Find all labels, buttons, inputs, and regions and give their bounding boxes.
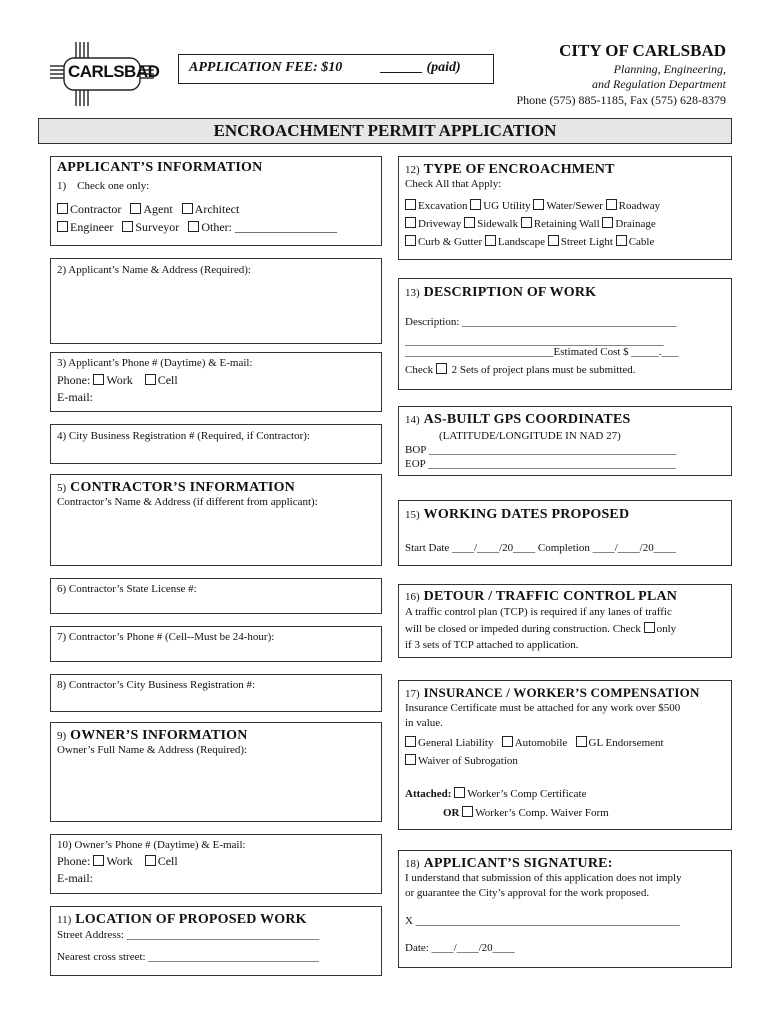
checkbox-icon[interactable]	[182, 203, 193, 214]
checkbox-automobile[interactable]	[502, 737, 568, 749]
option-label: Other: _________________	[201, 220, 337, 234]
checkbox-sidewalk[interactable]	[464, 218, 518, 230]
insurance-text-line-1: Insurance Certificate must be attached for any work over $500	[405, 702, 681, 714]
traffic-control-heading	[405, 587, 677, 605]
working-dates-heading	[405, 505, 629, 523]
checkbox-engineer[interactable]	[57, 220, 113, 234]
checkbox-drainage[interactable]	[602, 218, 655, 230]
checkbox-icon[interactable]	[502, 736, 513, 747]
section-3-applicant-phone-email[interactable]	[50, 352, 382, 412]
or-row	[443, 806, 609, 821]
or-label: OR	[443, 807, 460, 819]
encroachment-row-1	[405, 199, 660, 214]
applicant-type-instruction	[57, 179, 149, 194]
section-12-type-of-encroachment	[398, 156, 732, 260]
start-completion-dates-field[interactable]: Start Date ____/____/20____ Completion ____/____/20____	[405, 542, 676, 554]
signature-field[interactable]: X ________________________________________________	[405, 915, 680, 927]
option-label: Sidewalk	[477, 218, 519, 230]
checkbox-icon[interactable]	[616, 235, 627, 246]
checkbox-icon[interactable]	[188, 221, 199, 232]
applicant-info-heading: APPLICANT’S INFORMATION	[57, 160, 263, 175]
cross-street-field[interactable]: Nearest cross street: _______________________________	[57, 951, 319, 963]
state-license-label: 6) Contractor’s State License #:	[57, 583, 197, 595]
project-plans-check-row	[405, 363, 636, 378]
section-4-business-registration[interactable]	[50, 424, 382, 464]
checkbox-project-plans[interactable]	[436, 363, 447, 374]
eop-field[interactable]: EOP _____________________________________________	[405, 458, 676, 470]
owner-phone-label: 10) Owner’s Phone # (Daytime) & E-mail:	[57, 839, 246, 851]
option-label: Contractor	[70, 202, 122, 216]
check-label: Check	[405, 364, 434, 376]
checkbox-icon[interactable]	[405, 217, 416, 228]
signature-text-line-1: I understand that submission of this application does not imply	[405, 872, 682, 884]
section-7-contractor-phone[interactable]	[50, 626, 382, 662]
checkbox-work[interactable]	[93, 855, 104, 866]
option-label: GL Endorsement	[588, 737, 664, 749]
checkbox-icon[interactable]	[405, 736, 416, 747]
checkbox-general-liability[interactable]	[405, 737, 493, 749]
contractor-phone-label: 7) Contractor’s Phone # (Cell--Must be 24-hour):	[57, 631, 275, 643]
checkbox-agent[interactable]	[130, 202, 172, 216]
checkbox-icon[interactable]	[405, 199, 416, 210]
heading-text: WORKING DATES PROPOSED	[423, 507, 630, 522]
option-label: Automobile	[514, 737, 568, 749]
city-logo	[46, 38, 160, 110]
description-heading	[405, 283, 596, 301]
checkbox-tcp-attached[interactable]	[644, 622, 655, 633]
checkbox-water-sewer[interactable]	[533, 200, 603, 212]
applicant-email-label: E-mail:	[57, 390, 93, 404]
checkbox-icon[interactable]	[57, 203, 68, 214]
checkbox-icon[interactable]	[548, 235, 559, 246]
option-label: Surveyor	[135, 220, 180, 234]
section-11-location	[50, 906, 382, 976]
checkbox-other[interactable]	[188, 220, 337, 234]
section-number: 9)	[57, 730, 67, 742]
owner-email-label: E-mail:	[57, 871, 93, 885]
option-label: UG Utility	[483, 200, 531, 212]
insurance-text-line-2: in value.	[405, 717, 443, 729]
section-number: 18)	[405, 858, 420, 870]
contractor-name-label: Contractor’s Name & Address (if different from applicant):	[57, 496, 318, 508]
heading-text: LOCATION OF PROPOSED WORK	[75, 912, 307, 927]
section-15-working-dates	[398, 500, 732, 566]
checkbox-architect[interactable]	[182, 202, 240, 216]
option-label: Excavation	[418, 200, 468, 212]
option-label: Architect	[194, 202, 240, 216]
checkbox-cell[interactable]	[145, 855, 156, 866]
option-label: Cable	[628, 236, 655, 248]
section-number: 12)	[405, 164, 420, 176]
gps-subheading: (LATITUDE/LONGITUDE IN NAD 27)	[439, 430, 621, 442]
description-field[interactable]: Description: _______________________________________	[405, 316, 677, 328]
applicant-type-row-1	[57, 201, 245, 218]
checkbox-icon[interactable]	[470, 199, 481, 210]
section-number: 16)	[405, 591, 420, 603]
check-one-label: Check one only:	[77, 180, 150, 192]
checkbox-icon[interactable]	[602, 217, 613, 228]
insurance-options-row-1	[405, 736, 664, 751]
attached-row	[405, 787, 586, 802]
section-number: 1)	[57, 180, 67, 192]
encroachment-row-2	[405, 217, 656, 232]
owner-info-heading	[57, 726, 248, 744]
phone-label: Phone:	[57, 854, 91, 868]
form-title: ENCROACHMENT PERMIT APPLICATION	[213, 121, 557, 140]
only-label: only	[656, 623, 677, 635]
contractor-info-heading	[57, 478, 295, 496]
section-5-contractor-info[interactable]	[50, 474, 382, 566]
applicant-phone-label: 3) Applicant’s Phone # (Daytime) & E-mail:	[57, 357, 253, 369]
signature-text-line-2: or guarantee the City’s approval for the work proposed.	[405, 887, 650, 899]
checkbox-gl-endorsement[interactable]	[576, 737, 664, 749]
option-label: Landscape	[497, 236, 545, 248]
option-label: Roadway	[618, 200, 661, 212]
section-9-owner-info[interactable]	[50, 722, 382, 822]
checkbox-icon[interactable]	[130, 203, 141, 214]
applicant-phone-row	[57, 372, 178, 389]
checkbox-icon[interactable]	[606, 199, 617, 210]
city-name: CITY OF CARLSBAD	[559, 41, 726, 60]
section-1-applicant-info	[50, 156, 382, 246]
checkbox-driveway[interactable]	[405, 218, 461, 230]
heading-text: TYPE OF ENCROACHMENT	[423, 162, 615, 177]
street-address-field[interactable]: Street Address: ___________________________________	[57, 929, 320, 941]
checkbox-waiver-subrogation[interactable]	[405, 755, 518, 767]
heading-text: DESCRIPTION OF WORK	[423, 285, 597, 300]
checkbox-contractor[interactable]	[57, 202, 121, 216]
option-label: Waiver of Subrogation	[418, 755, 518, 767]
section-17-insurance	[398, 680, 732, 830]
checkbox-cable[interactable]	[616, 236, 655, 248]
contractor-registration-label: 8) Contractor’s City Business Registration #:	[57, 679, 256, 691]
option-label: Retaining Wall	[533, 218, 600, 230]
applicant-type-row-2	[57, 219, 343, 236]
plans-requirement-text: 2 Sets of project plans must be submitted.	[451, 364, 636, 376]
option-label: Curb & Gutter	[418, 236, 483, 248]
checkbox-work[interactable]	[93, 374, 104, 385]
section-14-gps-coordinates	[398, 406, 732, 476]
certificate-label: Worker’s Comp Certificate	[467, 788, 587, 800]
section-number: 11)	[57, 914, 72, 926]
option-label: Street Light	[560, 236, 613, 248]
work-label: Work	[106, 854, 133, 868]
heading-text: OWNER’S INFORMATION	[70, 728, 248, 743]
heading-text: APPLICANT’S SIGNATURE:	[423, 856, 613, 871]
heading-text: AS-BUILT GPS COORDINATES	[423, 412, 631, 427]
checkbox-icon[interactable]	[57, 221, 68, 232]
option-label: Agent	[143, 202, 173, 216]
gps-heading	[405, 410, 631, 428]
section-8-contractor-registration[interactable]	[50, 674, 382, 712]
waiver-label: Worker’s Comp. Waiver Form	[475, 807, 609, 819]
encroachment-row-3	[405, 235, 654, 250]
checkbox-icon[interactable]	[405, 235, 416, 246]
check-all-label: Check All that Apply:	[405, 178, 502, 190]
tcp-text-line-3: if 3 sets of TCP attached to application.	[405, 639, 579, 651]
checkbox-cell[interactable]	[145, 374, 156, 385]
checkbox-icon[interactable]	[122, 221, 133, 232]
section-number: 5)	[57, 482, 67, 494]
attached-label: Attached:	[405, 788, 452, 800]
business-registration-label: 4) City Business Registration # (Required, if Contractor):	[57, 430, 310, 442]
insurance-options-row-2	[405, 754, 518, 769]
checkbox-curb-gutter[interactable]	[405, 236, 482, 248]
checkbox-icon[interactable]	[521, 217, 532, 228]
application-fee-box	[178, 54, 494, 84]
work-label: Work	[106, 373, 133, 387]
tcp-text: will be closed or impeded during construction. Check	[405, 623, 641, 635]
phone-fax: Phone (575) 885-1185, Fax (575) 628-8379	[516, 93, 726, 107]
heading-text: DETOUR / TRAFFIC CONTROL PLAN	[423, 589, 678, 604]
heading-text: CONTRACTOR’S INFORMATION	[70, 480, 295, 495]
description-line-2[interactable]: _______________________________________________	[405, 335, 664, 347]
checkbox-surveyor[interactable]	[122, 220, 179, 234]
logo-text: CARLSBAD	[68, 62, 160, 81]
applicant-name-label: 2) Applicant’s Name & Address (Required):	[57, 264, 251, 276]
phone-label: Phone:	[57, 373, 91, 387]
section-10-owner-phone-email[interactable]	[50, 834, 382, 894]
checkbox-landscape[interactable]	[485, 236, 545, 248]
signature-date-field[interactable]: Date: ____/____/20____	[405, 942, 515, 954]
cell-label: Cell	[157, 373, 178, 387]
encroachment-heading	[405, 160, 615, 178]
checkbox-ug-utility[interactable]	[470, 200, 530, 212]
signature-heading	[405, 854, 613, 872]
heading-text: INSURANCE / WORKER’S COMPENSATION	[423, 685, 700, 700]
section-number: 17)	[405, 688, 420, 700]
city-header	[516, 40, 726, 108]
form-title-bar	[38, 118, 732, 144]
option-label: Water/Sewer	[546, 200, 603, 212]
checkbox-icon[interactable]	[405, 754, 416, 765]
checkbox-icon[interactable]	[533, 199, 544, 210]
bop-field[interactable]: BOP _____________________________________________	[405, 444, 677, 456]
department-line-1: Planning, Engineering,	[613, 62, 726, 76]
checkbox-workers-comp-certificate[interactable]	[454, 787, 465, 798]
checkbox-icon[interactable]	[576, 736, 587, 747]
fee-label: APPLICATION FEE: $10	[189, 60, 343, 75]
section-18-signature	[398, 850, 732, 968]
section-13-description-of-work	[398, 278, 732, 390]
tcp-text-line-1: A traffic control plan (TCP) is required if any lanes of traffic	[405, 606, 672, 618]
checkbox-workers-comp-waiver[interactable]	[462, 806, 473, 817]
section-6-state-license[interactable]	[50, 578, 382, 614]
section-number: 14)	[405, 414, 420, 426]
section-number: 13)	[405, 287, 420, 299]
insurance-heading	[405, 684, 700, 702]
section-number: 15)	[405, 509, 420, 521]
checkbox-street-light[interactable]	[548, 236, 613, 248]
section-16-traffic-control-plan	[398, 584, 732, 658]
cell-label: Cell	[157, 854, 178, 868]
checkbox-icon[interactable]	[464, 217, 475, 228]
checkbox-retaining-wall[interactable]	[521, 218, 600, 230]
owner-name-label: Owner’s Full Name & Address (Required):	[57, 744, 248, 756]
option-label: General Liability	[418, 737, 494, 749]
location-heading	[57, 910, 307, 928]
department-line-2: and Regulation Department	[592, 77, 726, 91]
option-label: Driveway	[418, 218, 462, 230]
checkbox-icon[interactable]	[485, 235, 496, 246]
owner-phone-row	[57, 853, 178, 870]
checkbox-excavation[interactable]	[405, 200, 467, 212]
fee-paid-blank[interactable]: ______ (paid)	[381, 60, 461, 75]
tcp-text-line-2	[405, 622, 676, 637]
option-label: Engineer	[70, 220, 114, 234]
checkbox-roadway[interactable]	[606, 200, 661, 212]
estimated-cost-line[interactable]: ___________________________Estimated Cost $ _____.___	[405, 346, 679, 358]
option-label: Drainage	[615, 218, 656, 230]
section-2-applicant-name-address[interactable]	[50, 258, 382, 344]
